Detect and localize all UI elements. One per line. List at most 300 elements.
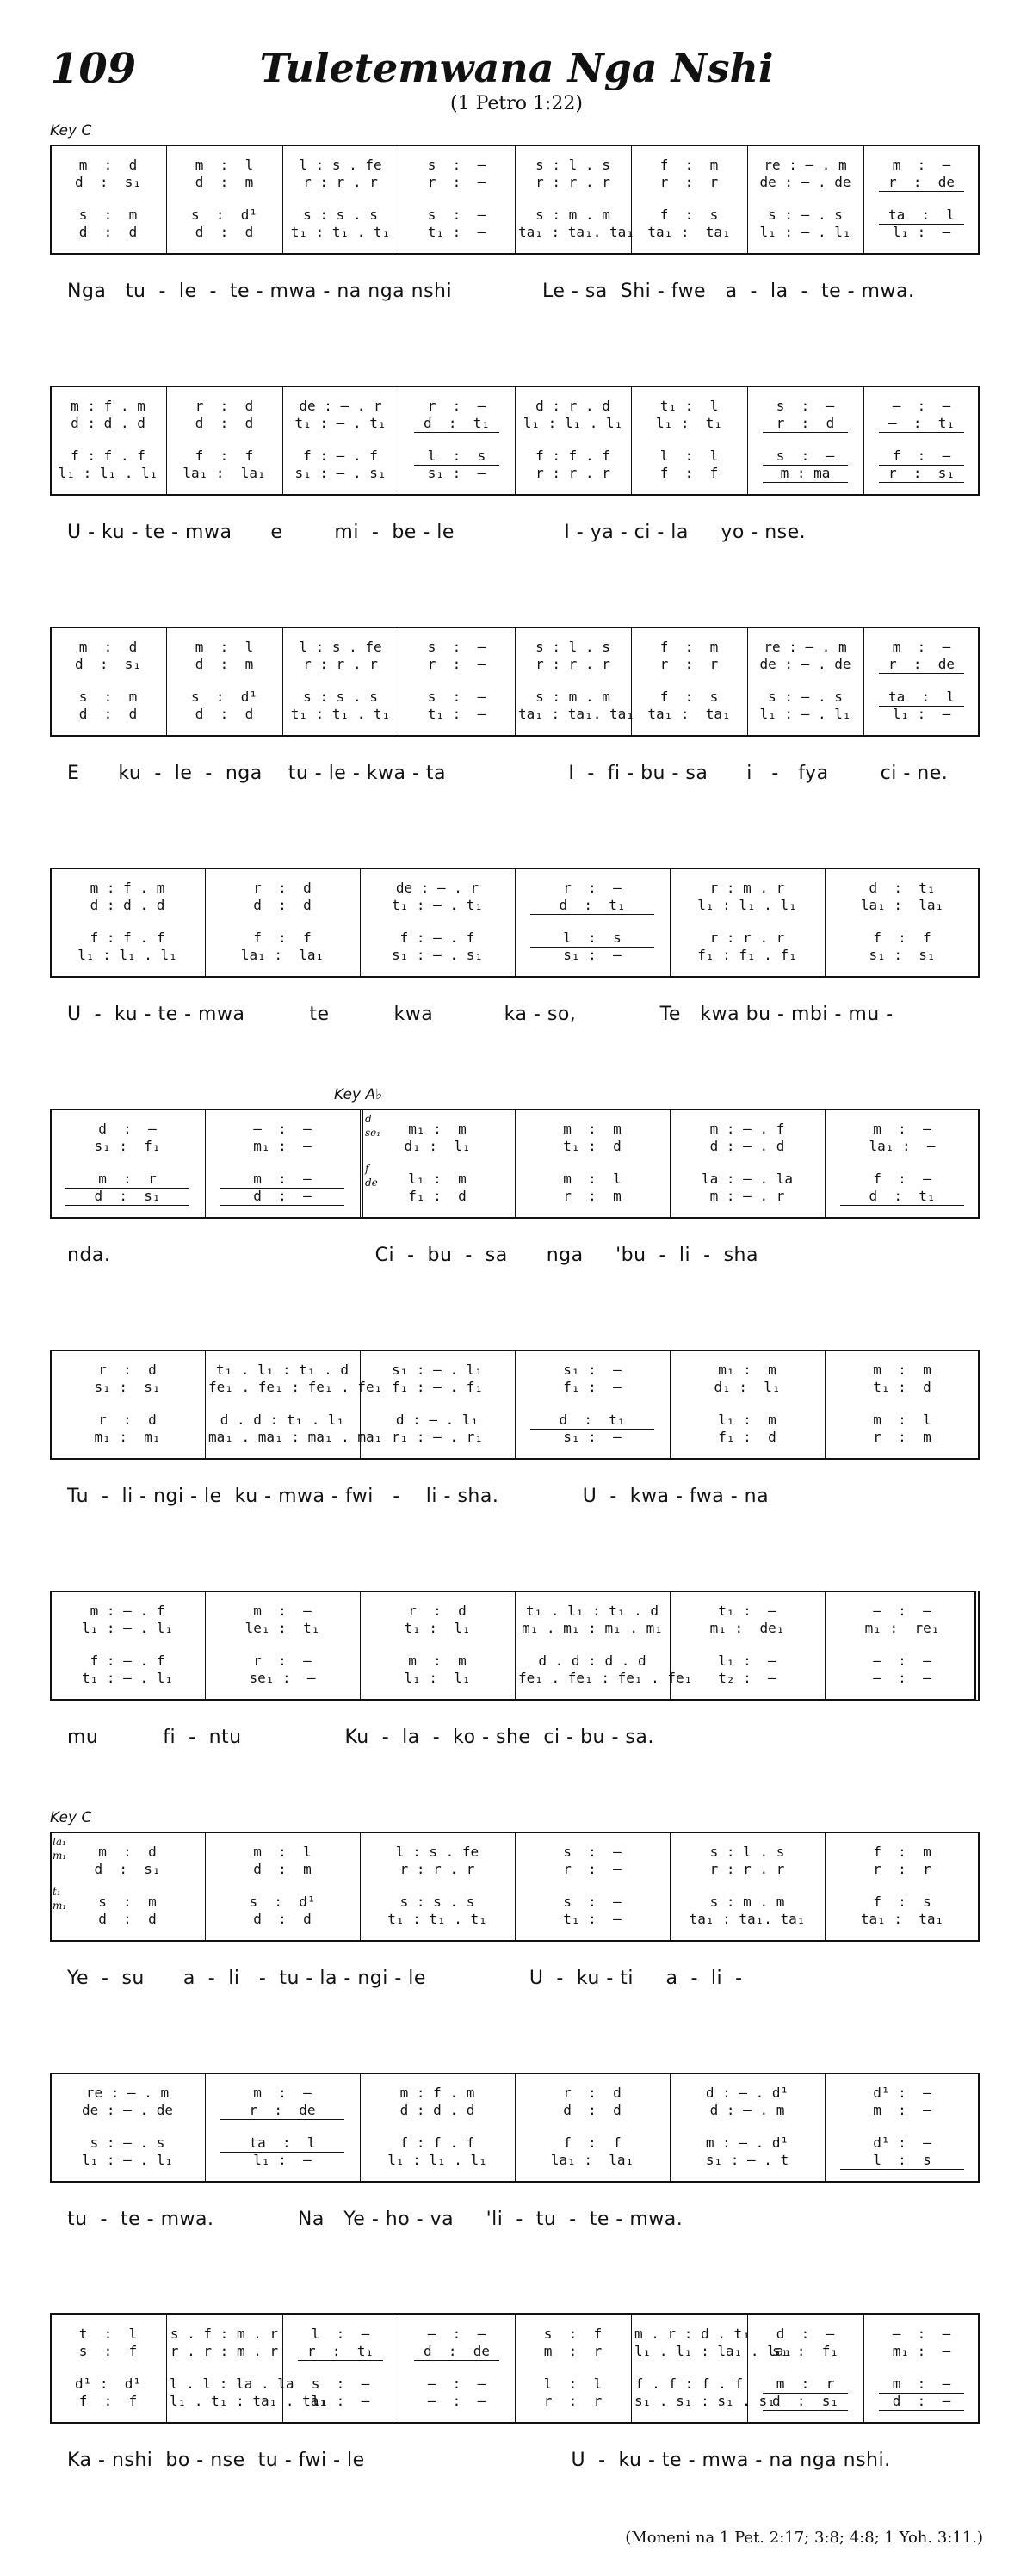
lyrics-line: Ye - su a - li - tu - la - ngi - le U - ku - ti a - li - [67,1968,743,1989]
solfa-note-row: f : m [873,1844,931,1860]
solfa-note-row: l₁ . t₁ : ta₁ . ta₁ [170,2393,328,2409]
solfa-note-row: m : — [873,1121,931,1137]
solfa-note-row: l . l : la . la [170,2375,294,2392]
solfa-note-row: d . d : d . d [538,1652,646,1669]
solfa-note-row: s : — [311,2375,370,2392]
music-system [50,1591,983,1752]
solfa-note-row: r : — [563,1861,622,1877]
solfa-note-row: s₁ : — [563,1429,622,1445]
solfa-note-row: r : r . r [303,174,378,190]
solfa-note-row: la : – . la [702,1171,793,1187]
solfa-note-row: t₁ : – . t₁ [392,897,483,913]
solfa-note-row: f : f . f [71,448,145,464]
barline [825,2073,826,2183]
solfa-note-row: s₁ : — [427,465,486,481]
solfa-note-row: f : — [892,448,951,464]
solfa-note-row: d : t₁ [559,897,626,913]
solfa-note-row: m : — [873,2102,931,2118]
solfa-note-row: f . f : f . f [634,2375,744,2392]
solfa-note-row: s : — [427,639,486,655]
solfa-note-row: f : f [563,2134,622,2151]
solfa-note-row: d : m [195,656,254,672]
solfa-note-row: d₁ : l₁ [714,1379,781,1395]
solfa-note-row: s₁ : – . s₁ [294,465,387,481]
solfa-note-row: r : de [249,2102,316,2118]
slur-underline [840,1205,964,1206]
solfa-note-row: de : – . de [759,656,851,672]
solfa-note-row: de : – . r [395,880,479,896]
solfa-note-row: t₁ : — [427,224,486,240]
solfa-note-row: m₁ . m₁ : m₁ . m₁ [522,1620,663,1636]
solfa-note-row: m₁ : m [408,1121,467,1137]
music-system [50,868,983,1029]
slur-underline [298,2360,383,2361]
slur-underline [840,2169,964,2170]
slur-underline [763,482,848,483]
solfa-note-row: — : — [427,2326,486,2342]
solfa-note-row: s : — [563,1844,622,1860]
solfa-note-row: s₁ : — [563,947,622,963]
solfa-note-row: l : — [311,2326,370,2342]
solfa-note-row: t₂ : — [718,1670,776,1686]
solfa-note-row: s₁ : – . t [705,2152,789,2168]
solfa-note-row: f : s [659,689,719,705]
solfa-note-row: l₁ : l₁ . l₁ [697,897,797,913]
solfa-note-row: m : – . r [709,1188,785,1204]
solfa-note-row: r : d [253,880,312,896]
lyrics-line: mu fi - ntu Ku - la - ko - she ci - bu - sa. [67,1727,654,1748]
solfa-note-row: s₁ : s₁ [94,1379,161,1395]
barline [863,627,864,737]
barline [166,145,167,255]
solfa-note-row: m : l [195,157,254,173]
solfa-note-row: f : f [253,930,312,946]
solfa-note-row: m : r [543,2343,603,2359]
solfa-note-row: m₁ : m₁ [94,1429,161,1445]
solfa-note-row: m : l [563,1171,622,1187]
solfa-note-row: ta₁ : ta₁ [647,706,731,722]
solfa-note-row: s₁ : – . l₁ [392,1362,483,1378]
barline [863,145,864,255]
solfa-note-row: f₁ : – . f₁ [392,1379,483,1395]
barline [825,1832,826,1942]
solfa-note-row: ta₁ : ta₁. ta₁ [689,1911,806,1927]
solfa-note-row: d : s₁ [94,1188,161,1204]
solfa-note-row: d : de [423,2343,491,2359]
transition-note-mark: f [365,1163,369,1175]
solfa-note-row: r : — [253,1652,312,1669]
solfa-note-row: l : l [543,2375,603,2392]
barline [670,1109,671,1219]
solfa-note-row: s : m [78,207,138,223]
solfa-note-row: s₁ : f₁ [94,1138,161,1154]
solfa-note-row: m : — [253,2085,312,2101]
solfa-note-row: s : f [543,2326,603,2342]
solfa-note-row: m : — [892,2375,951,2392]
solfa-note-row: s : f [78,2343,138,2359]
solfa-note-row: s : l . s [535,157,610,173]
solfa-note-row: l₁ : — [253,2152,312,2168]
solfa-note-row: r : s₁ [888,465,956,481]
solfa-note-row: f₁ : d [718,1429,776,1445]
barline [205,868,206,978]
solfa-note-row: m₁ : re₁ [864,1620,940,1636]
solfa-note-row: s : — [427,207,486,223]
solfa-note-row: m : f . m [399,2085,475,2101]
lyrics-line: Ka - nshi bo - nse tu - fwi - le U - ku - te - mwa - na nga nshi. [67,2449,891,2471]
solfa-note-row: r : d [408,1603,467,1619]
solfa-note-row: d : m [253,1861,312,1877]
solfa-note-row: m : ma [780,465,831,481]
solfa-note-row: l₁ : l₁ . l₁ [58,465,158,481]
barline [515,1591,516,1701]
solfa-note-row: m : – . f [90,1603,165,1619]
barline [205,1832,206,1942]
solfa-note-row: r : de [888,656,956,672]
solfa-note-row: d . d : t₁ . l₁ [220,1412,345,1428]
barline [515,1350,516,1460]
solfa-note-row: r : m [563,1188,622,1204]
solfa-note-row: m : f . m [71,398,145,414]
solfa-note-row: t : l [78,2326,138,2342]
slur-underline [879,2410,964,2411]
solfa-note-row: f : f . f [399,2134,475,2151]
solfa-note-row: m : r [98,1171,157,1187]
solfa-note-row: s₁ : f₁ [771,2343,839,2359]
solfa-note-row: l : s . fe [299,639,382,655]
barline [631,386,632,496]
solfa-note-row: ta₁ : ta₁ [647,224,731,240]
solfa-note-row: d : s₁ [771,2393,839,2409]
solfa-note-row: f : m [659,639,719,655]
barline [515,1109,516,1219]
solfa-note-row: r : r [543,2393,603,2409]
barline [515,1832,516,1942]
solfa-note-row: de : – . de [82,2102,173,2118]
barline [282,386,283,496]
solfa-note-row: t₁ : t₁ . t₁ [387,1911,487,1927]
barline [863,386,864,496]
music-system [50,1809,983,1993]
transition-note-mark: m₁ [53,1900,67,1912]
slur-underline [65,1205,189,1206]
solfa-note-row: d : t₁ [869,880,936,896]
solfa-note-row: — : — [873,1652,931,1669]
key-signature-label: Key C [50,122,92,139]
solfa-note-row: d¹ : — [873,2134,931,2151]
solfa-note-row: d : — [776,2326,835,2342]
solfa-note-row: s₁ . s₁ : s₁ . s₁ [634,2393,776,2409]
solfa-note-row: m₁ : de₁ [709,1620,785,1636]
solfa-note-row: m : d [98,1844,157,1860]
solfa-note-row: r : r . r [303,656,378,672]
solfa-note-row: s : l . s [709,1844,785,1860]
solfa-note-row: t₁ : d [873,1379,931,1395]
solfa-note-row: se₁ : — [249,1670,316,1686]
solfa-note-row: d : d [98,1911,157,1927]
lyrics-line: U - ku - te - mwa e mi - be - le I - ya - ci - la yo - nse. [67,522,807,543]
solfa-note-row: r : — [427,656,486,672]
slur-underline [530,914,654,915]
slur-underline [763,432,848,433]
solfa-note-row: d : s₁ [74,174,142,190]
slur-underline [879,191,964,192]
barline [515,627,516,737]
solfa-note-row: — : — [892,2326,951,2342]
solfa-note-row: d : d [253,897,312,913]
lyrics-line: Nga tu - le - te - mwa - na nga nshi Le - sa Shi - fwe a - la - te - mwa. [67,281,915,302]
barline [747,627,748,737]
solfa-note-row: — : — [427,2375,486,2392]
barline [515,868,516,978]
solfa-note-row: t₁ : l₁ [404,1620,471,1636]
solfa-note-row: d¹ : d¹ [74,2375,142,2392]
solfa-note-row: de : – . de [759,174,851,190]
solfa-note-row: t₁ . l₁ : t₁ . d [525,1603,659,1619]
solfa-note-row: d : d . d [90,897,165,913]
hymn-reference: (1 Petro 1:22) [450,93,583,114]
barline [166,386,167,496]
solfa-note-row: l₁ : m [718,1412,776,1428]
solfa-note-row: re : – . m [85,2085,170,2101]
slur-underline [879,673,964,674]
solfa-note-row: l₁ : — [718,1652,776,1669]
solfa-note-row: t₁ : t₁ . t₁ [290,706,391,722]
solfa-note-row: r : — [427,398,486,414]
solfa-note-row: m : l [873,1412,931,1428]
solfa-note-row: ta₁ : ta₁. ta₁ [518,224,634,240]
solfa-note-row: d : d . d [71,415,145,431]
lyrics-line: Tu - li - ngi - le ku - mwa - fwi - li - sha. U - kwa - fwa - na [67,1486,770,1507]
transition-note-mark: se₁ [365,1127,381,1139]
solfa-note-row: d : d [563,2102,622,2118]
solfa-note-row: s : — [776,398,835,414]
solfa-note-row: s . f : m . r [170,2326,279,2342]
barline [515,386,516,496]
footer-references: (Moneni na 1 Pet. 2:17; 3:8; 4:8; 1 Yoh. 3:11.) [625,2529,983,2547]
solfa-note-row: s : l . s [535,639,610,655]
solfa-note-row: l₁ : — [892,224,951,240]
solfa-note-row: d : d [195,415,254,431]
barline [670,1832,671,1942]
solfa-note-row: s : m . m [535,207,610,223]
lyrics-line: E ku - le - nga tu - le - kwa - ta I - fi - bu - sa i - fya ci - ne. [67,763,949,784]
solfa-note-row: m : l [253,1844,312,1860]
solfa-note-row: l₁ : – . l₁ [82,2152,173,2168]
solfa-note-row: d : s₁ [74,656,142,672]
barline [825,1350,826,1460]
solfa-note-row: d : – . l₁ [395,1412,479,1428]
solfa-note-row: l : s [427,448,486,464]
solfa-note-row: s : s . s [303,689,378,705]
slur-underline [220,1205,344,1206]
solfa-note-row: s : d¹ [190,689,258,705]
solfa-note-row: m : d [78,639,138,655]
solfa-note-row: d : s₁ [94,1861,161,1877]
lyrics-line: nda. Ci - bu - sa nga 'bu - li - sha [67,1245,758,1266]
barline [360,1832,361,1942]
solfa-note-row: s : – . s [768,689,843,705]
solfa-note-row: t₁ : — [563,1911,622,1927]
solfa-note-row: ta : l [249,2134,316,2151]
barline [166,2313,167,2424]
solfa-note-row: l₁ : — [892,706,951,722]
solfa-note-row: ta : l [888,689,956,705]
barline [825,1109,826,1219]
solfa-note-row: f : s [873,1893,931,1910]
barline [863,2313,864,2424]
solfa-note-row: r : d [563,2085,622,2101]
solfa-note-row: ma₁ . ma₁ : ma₁ . ma₁ [208,1429,383,1445]
solfa-note-row: s : s . s [399,1893,475,1910]
solfa-note-row: d : t₁ [869,1188,936,1204]
barline [205,1350,206,1460]
solfa-note-row: d : – . m [709,2102,785,2118]
solfa-note-row: m : – . f [709,1121,785,1137]
lyrics-line: U - ku - te - mwa te kwa ka - so, Te kwa bu - mbi - mu - [67,1004,894,1025]
solfa-note-row: m₁ : m [718,1362,776,1378]
solfa-note-row: t₁ : t₁ . t₁ [290,224,391,240]
hymn-number: 109 [50,45,137,93]
solfa-note-row: m : — [892,639,951,655]
solfa-note-row: r : r . r [709,930,785,946]
music-system [50,1086,983,1270]
solfa-note-row: t₁ . l₁ : t₁ . d [215,1362,349,1378]
barline [825,1591,826,1701]
solfa-note-row: s : — [427,689,486,705]
solfa-note-row: f : f . f [90,930,165,946]
solfa-note-row: d : — [98,1121,157,1137]
solfa-note-row: ta : l [888,207,956,223]
solfa-note-row: r : m [873,1429,931,1445]
solfa-note-row: l₁ : – . l₁ [759,706,851,722]
barline [360,2073,361,2183]
barline [515,145,516,255]
solfa-note-row: d₁ : l₁ [404,1138,471,1154]
solfa-note-row: m : r [776,2375,835,2392]
barline [515,2313,516,2424]
solfa-note-row: le₁ : t₁ [244,1620,320,1636]
solfa-note-row: la₁ : la₁ [182,465,266,481]
solfa-note-row: s₁ : s₁ [869,947,936,963]
solfa-note-row: m₁ : — [253,1138,312,1154]
slur-underline [414,2360,499,2361]
solfa-note-row: f : f [659,465,719,481]
solfa-note-row: d : m [195,174,254,190]
solfa-note-row: m : m [873,1362,931,1378]
solfa-note-row: ta₁ : ta₁ [860,1911,944,1927]
solfa-note-row: m : — [253,1171,312,1187]
transition-note-mark: la₁ [53,1836,66,1848]
transition-note-mark: m₁ [53,1850,67,1862]
solfa-note-row: m : d [78,157,138,173]
solfa-note-row: f₁ : d [408,1188,467,1204]
transition-note-mark: d [365,1113,372,1125]
solfa-note-row: re : – . m [764,157,847,173]
solfa-note-row: s : s . s [303,207,378,223]
solfa-note-row: f : – . f [90,1652,165,1669]
solfa-note-row: de : – . r [299,398,382,414]
solfa-note-row: r : t₁ [306,2343,374,2359]
solfa-note-row: l₁ : l₁ . l₁ [77,947,177,963]
solfa-note-row: r . r : m . r [170,2343,279,2359]
solfa-note-row: r : d [195,398,254,414]
barline [282,627,283,737]
music-system [50,1350,983,1511]
solfa-note-row: s : m [98,1893,157,1910]
solfa-note-row: r : r [873,1861,931,1877]
solfa-note-row: s : — [776,448,835,464]
slur-underline [414,432,499,433]
solfa-note-row: — : — [892,398,951,414]
music-system [50,627,983,788]
solfa-note-row: f₁ : — [563,1379,622,1395]
key-signature-label: Key A♭ [334,1086,383,1103]
solfa-note-row: s : — [427,157,486,173]
slur-underline [763,2410,848,2411]
transition-note-mark: t₁ [53,1886,61,1898]
solfa-note-row: — : — [873,1603,931,1619]
barline [631,2313,632,2424]
solfa-note-row: m : f . m [90,880,165,896]
solfa-note-row: t₁ : – . t₁ [294,415,387,431]
barline [825,868,826,978]
solfa-note-row: r : d [98,1412,157,1428]
barline [205,1591,206,1701]
solfa-note-row: re : – . m [764,639,847,655]
solfa-note-row: l₁ : – . l₁ [82,1620,173,1636]
solfa-note-row: l : s [873,2152,931,2168]
barline [670,2073,671,2183]
solfa-note-row: s : d¹ [190,207,258,223]
solfa-note-row: m . r : d . t₁ [634,2326,751,2342]
solfa-note-row: d : d [195,706,254,722]
solfa-note-row: la₁ : la₁ [240,947,325,963]
solfa-note-row: m : l [195,639,254,655]
solfa-note-row: d : – . d [709,1138,785,1154]
solfa-note-row: m : m [408,1652,467,1669]
solfa-note-row: f : – . f [303,448,378,464]
solfa-note-row: l : s . fe [299,157,382,173]
solfa-note-row: t₁ : – . l₁ [82,1670,173,1686]
barline [360,1591,361,1701]
barline [360,868,361,978]
solfa-note-row: r : r . r [535,465,610,481]
barline [282,145,283,255]
solfa-note-row: d : r . d [535,398,610,414]
solfa-note-row: la₁ : la₁ [550,2152,634,2168]
solfa-note-row: d : d [253,1911,312,1927]
solfa-note-row: s : m [78,689,138,705]
barline [747,145,748,255]
solfa-note-row: s : — [563,1893,622,1910]
solfa-note-row: r : r [659,656,719,672]
barline [166,627,167,737]
barline [205,2073,206,2183]
solfa-note-row: d : d [78,224,138,240]
music-system [50,2313,983,2475]
solfa-note-row: f : — [873,1171,931,1187]
solfa-note-row: r : r . r [709,1861,785,1877]
solfa-note-row: m : — [253,1603,312,1619]
solfa-note-row: r : r [659,174,719,190]
solfa-note-row: f : f [78,2393,138,2409]
solfa-note-row: l₁ : l₁ . l₁ [523,415,623,431]
solfa-note-row: s : m . m [535,689,610,705]
lyrics-line: tu - te - mwa. Na Ye - ho - va 'li - tu - te - mwa. [67,2208,684,2230]
solfa-note-row: l₁ : t₁ [655,415,723,431]
music-system [50,122,983,306]
